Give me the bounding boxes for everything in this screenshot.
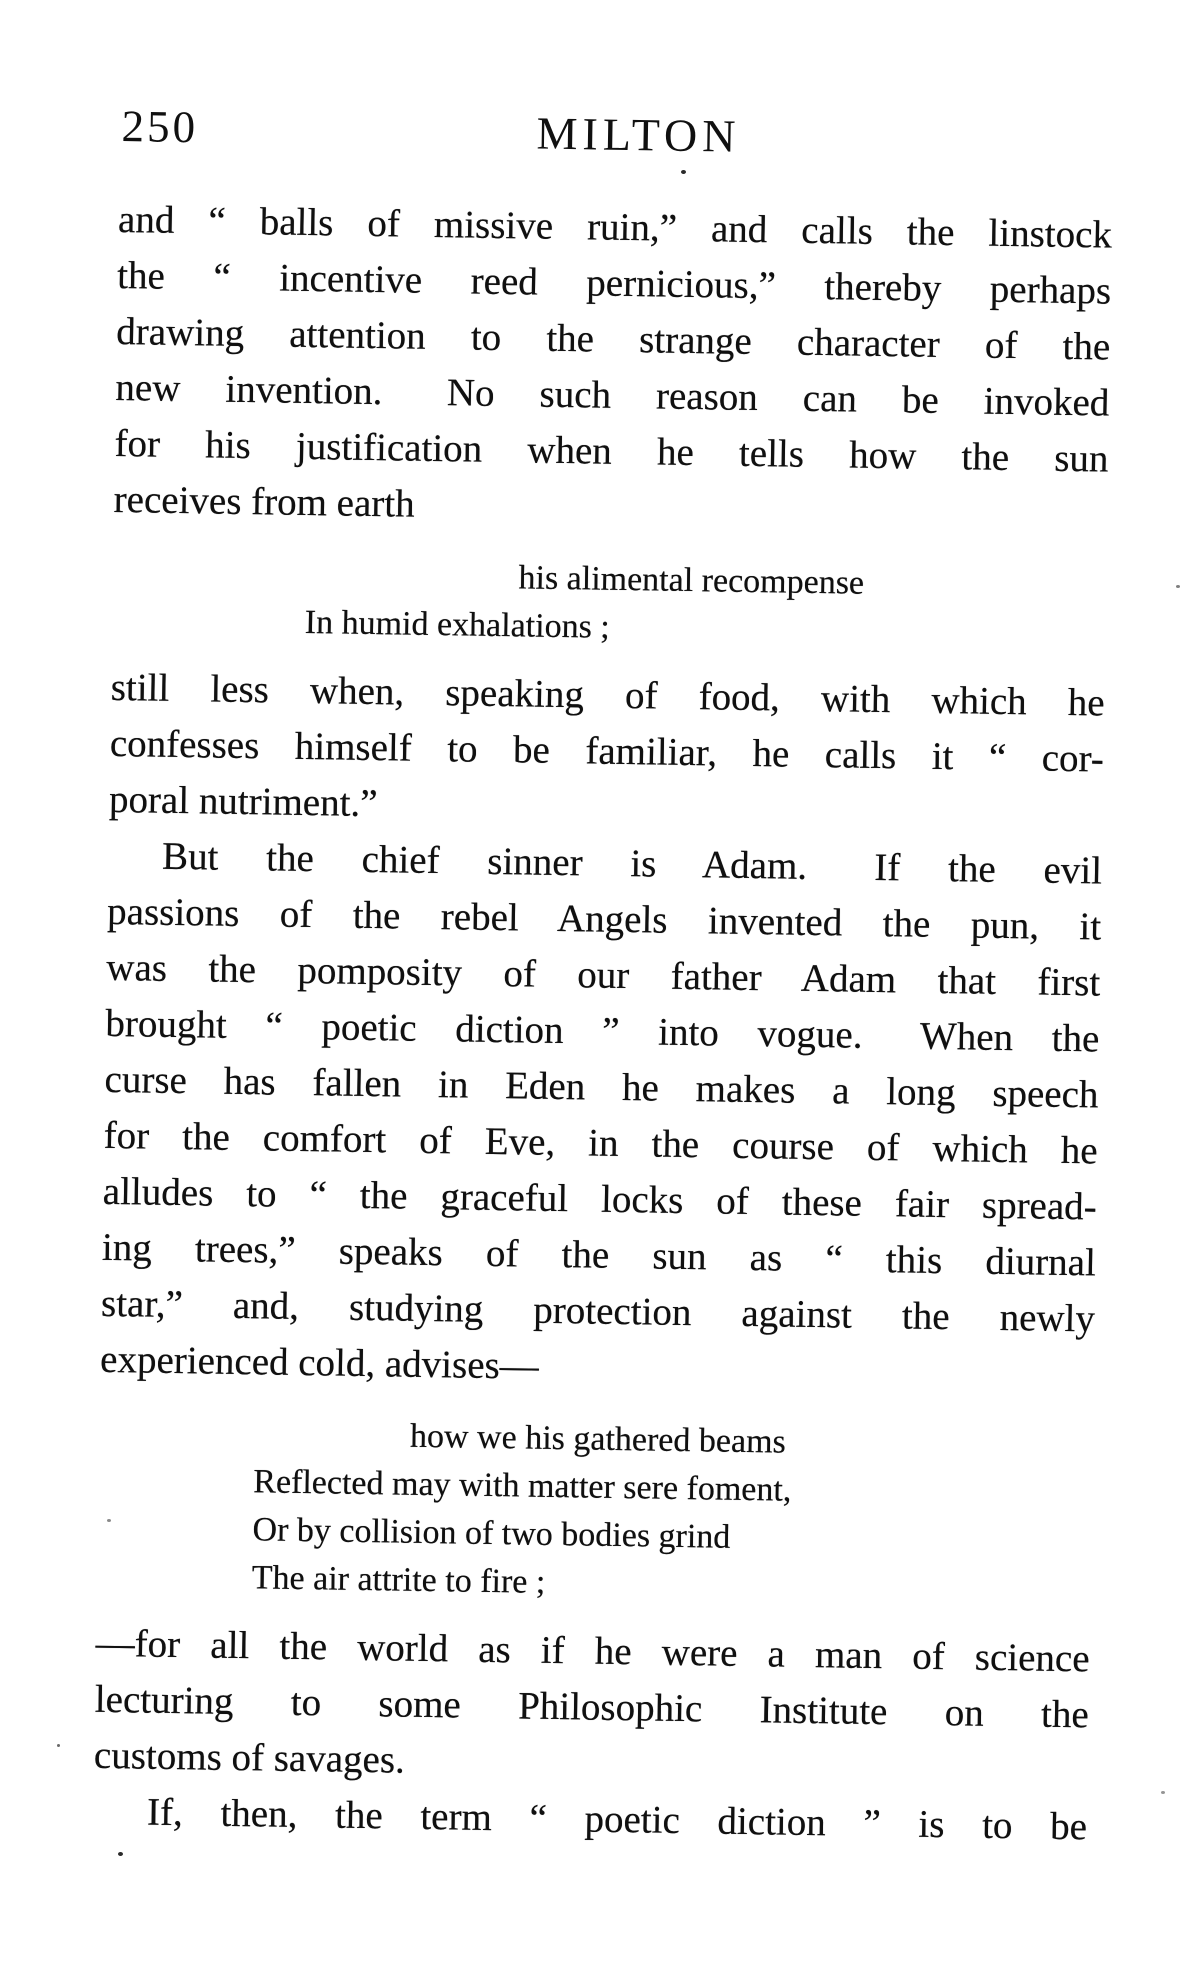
text-line: customs of savages. <box>93 1733 406 1782</box>
text-line: curse has fallen in Eden he makes a long speech <box>104 1057 1099 1117</box>
scanned-text-area <box>93 100 1114 1855</box>
text-line: alludes to “ the graceful locks of these fair spread- <box>102 1169 1098 1229</box>
text-line: Reflected may with matter sere foment, <box>253 1463 792 1509</box>
running-head-title: MILTON <box>536 107 741 162</box>
text-line: confesses himself to be familiar, he calls it “ cor- <box>109 721 1105 781</box>
text-line: —for all the world as if he were a man of science <box>95 1621 1090 1681</box>
text-line: and “ balls of missive ruin,” and calls the linstock <box>117 197 1113 257</box>
ink-speck <box>1161 1791 1165 1794</box>
text-line: poral nutriment.” <box>108 777 378 826</box>
text-line: his alimental recompense <box>518 559 865 602</box>
ink-speck <box>681 170 686 174</box>
text-line: If, then, the term “ poetic diction ” is to be <box>146 1790 1088 1849</box>
text-line: star,” and, studying protection against the newly <box>100 1281 1096 1341</box>
text-line: receives from earth <box>113 477 416 526</box>
text-line: brought “ poetic diction ” into vogue. When the <box>105 1001 1100 1061</box>
text-line: drawing attention to the strange character of the <box>116 309 1111 369</box>
ink-speck <box>107 1519 111 1522</box>
text-line: still less when, speaking of food, with which he <box>110 665 1105 725</box>
text-line: lecturing to some Philosophic Institute on the <box>94 1677 1090 1737</box>
text-line: But the chief sinner is Adam. If the evil <box>161 834 1103 893</box>
text-line: how we his gathered beams <box>409 1417 787 1461</box>
ink-speck <box>118 1852 123 1856</box>
text-lines <box>93 192 1113 1855</box>
text-line: In humid exhalations ; <box>304 603 611 646</box>
text-line: new invention. No such reason can be invoked <box>115 365 1110 425</box>
text-line: for the comfort of Eve, in the course of which he <box>103 1113 1098 1173</box>
text-line: was the pomposity of our father Adam that first <box>106 945 1101 1005</box>
page-number: 250 <box>121 101 199 153</box>
text-line: experienced cold, advises— <box>99 1337 540 1388</box>
text-line: passions of the rebel Angels invented the pun, it <box>106 889 1102 949</box>
running-header <box>119 100 1114 172</box>
text-line: Or by collision of two bodies grind <box>252 1511 731 1556</box>
ink-speck <box>57 1744 60 1747</box>
text-line: for his justification when he tells how the sun <box>114 421 1109 481</box>
ink-speck <box>1176 585 1180 588</box>
text-line: the “ incentive reed pernicious,” thereby perhaps <box>116 253 1112 313</box>
text-line: ing trees,” speaks of the sun as “ this diurnal <box>101 1225 1097 1285</box>
text-line: The air attrite to fire ; <box>251 1559 546 1601</box>
